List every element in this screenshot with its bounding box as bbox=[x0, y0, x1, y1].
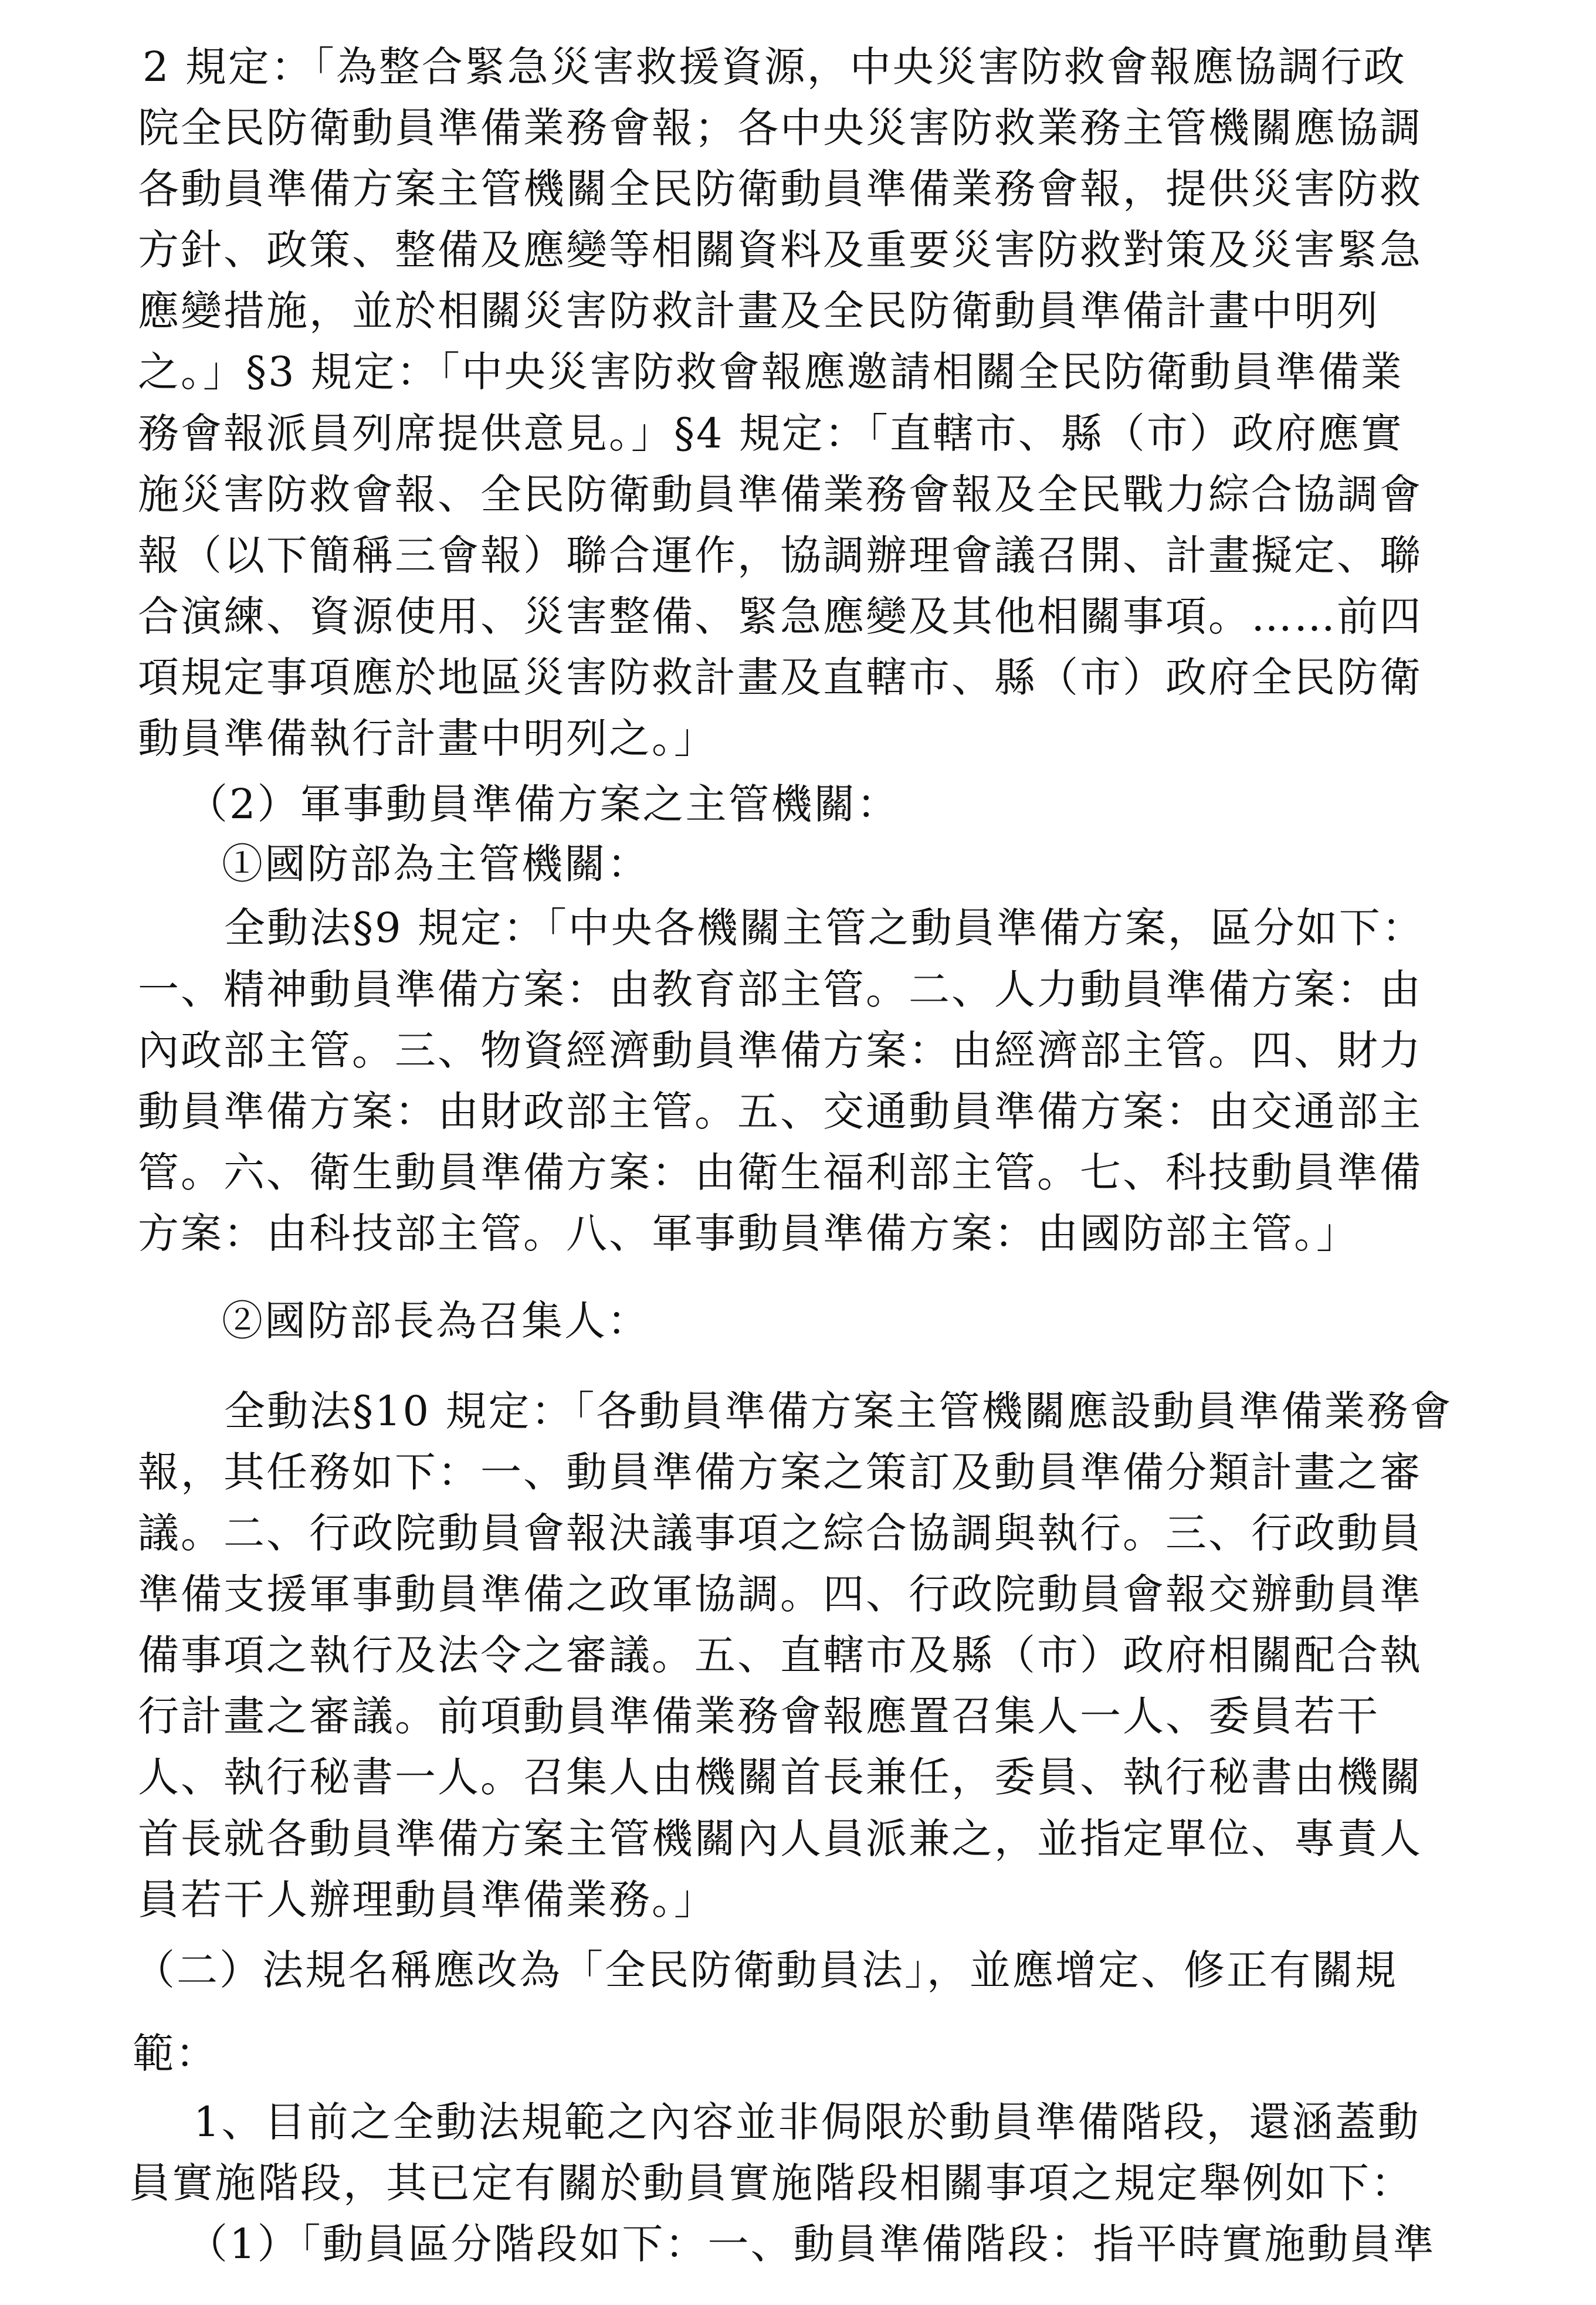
text-line: 管。六、衛生動員準備方案：由衛生福利部主管。七、科技動員準備 bbox=[138, 1148, 1422, 1196]
text-line: 方案：由科技部主管。八、軍事動員準備方案：由國防部主管。」 bbox=[138, 1209, 1359, 1257]
text-line: 1、目前之全動法規範之內容並非侷限於動員準備階段，還涵蓋動 bbox=[194, 2098, 1421, 2146]
text-line: 全動法§10 規定：「各動員準備方案主管機關應設動員準備業務會 bbox=[224, 1387, 1453, 1435]
text-line: 首長就各動員準備方案主管機關內人員派兼之，並指定單位、專責人 bbox=[138, 1815, 1422, 1863]
text-line: 一、精神動員準備方案：由教育部主管。二、人力動員準備方案：由 bbox=[138, 965, 1422, 1013]
text-line: 員實施階段，其已定有關於動員實施階段相關事項之規定舉例如下： bbox=[129, 2159, 1414, 2207]
text-line: 合演練、資源使用、災害整備、緊急應變及其他相關事項。……前四 bbox=[138, 592, 1422, 640]
text-line: 務會報派員列席提供意見。」§4 規定：「直轄市、縣（市）政府應實 bbox=[138, 409, 1404, 457]
text-line: 報（以下簡稱三會報）聯合運作，協調辦理會議召開、計畫擬定、聯 bbox=[138, 531, 1422, 579]
text-line: 議。二、行政院動員會報決議事項之綜合協調與執行。三、行政動員 bbox=[138, 1509, 1422, 1557]
text-line: 各動員準備方案主管機關全民防衛動員準備業務會報，提供災害防救 bbox=[138, 165, 1422, 213]
section-heading: （二）法規名稱應改為「全民防衛動員法」，並應增定、修正有關規 bbox=[134, 1946, 1398, 1994]
text-line: 動員準備方案：由財政部主管。五、交通動員準備方案：由交通部主 bbox=[138, 1087, 1422, 1135]
text-line: 員若干人辦理動員準備業務。」 bbox=[138, 1876, 717, 1924]
text-line: 內政部主管。三、物資經濟動員準備方案：由經濟部主管。四、財力 bbox=[138, 1026, 1422, 1074]
text-line: 備事項之執行及法令之審議。五、直轄市及縣（市）政府相關配合執 bbox=[138, 1631, 1422, 1679]
text-line: 報，其任務如下：一、動員準備方案之策訂及動員準備分類計畫之審 bbox=[138, 1448, 1422, 1496]
subsection-heading: （2）軍事動員準備方案之主管機關： bbox=[187, 780, 900, 828]
text-line: 範： bbox=[133, 2029, 218, 2077]
text-line: 全動法§9 規定：「中央各機關主管之動員準備方案，區分如下： bbox=[224, 904, 1425, 952]
text-line: 行計畫之審議。前項動員準備業務會報應置召集人一人、委員若干 bbox=[138, 1692, 1380, 1740]
text-line: （1）「動員區分階段如下：一、動員準備階段：指平時實施動員準 bbox=[187, 2220, 1436, 2268]
item-heading: ②國防部長為召集人： bbox=[222, 1297, 650, 1345]
text-line: 院全民防衛動員準備業務會報；各中央災害防救業務主管機關應協調 bbox=[138, 104, 1422, 152]
text-line: 方針、政策、整備及應變等相關資料及重要災害防救對策及災害緊急 bbox=[138, 226, 1422, 274]
item-heading: ①國防部為主管機關： bbox=[222, 840, 650, 888]
text-line: 準備支援軍事動員準備之政軍協調。四、行政院動員會報交辦動員準 bbox=[138, 1570, 1422, 1618]
text-line: 動員準備執行計畫中明列之。」 bbox=[138, 714, 717, 762]
text-line: 應變措施，並於相關災害防救計畫及全民防衛動員準備計畫中明列 bbox=[138, 287, 1380, 335]
text-line: 2 規定：「為整合緊急災害救援資源，中央災害防救會報應協調行政 bbox=[143, 43, 1407, 91]
text-line: 項規定事項應於地區災害防救計畫及直轄市、縣（市）政府全民防衛 bbox=[138, 653, 1422, 701]
text-line: 施災害防救會報、全民防衛動員準備業務會報及全民戰力綜合協調會 bbox=[138, 470, 1422, 518]
text-line: 之。」§3 規定：「中央災害防救會報應邀請相關全民防衛動員準備業 bbox=[138, 348, 1404, 396]
text-line: 人、執行秘書一人。召集人由機關首長兼任，委員、執行秘書由機關 bbox=[138, 1753, 1422, 1801]
